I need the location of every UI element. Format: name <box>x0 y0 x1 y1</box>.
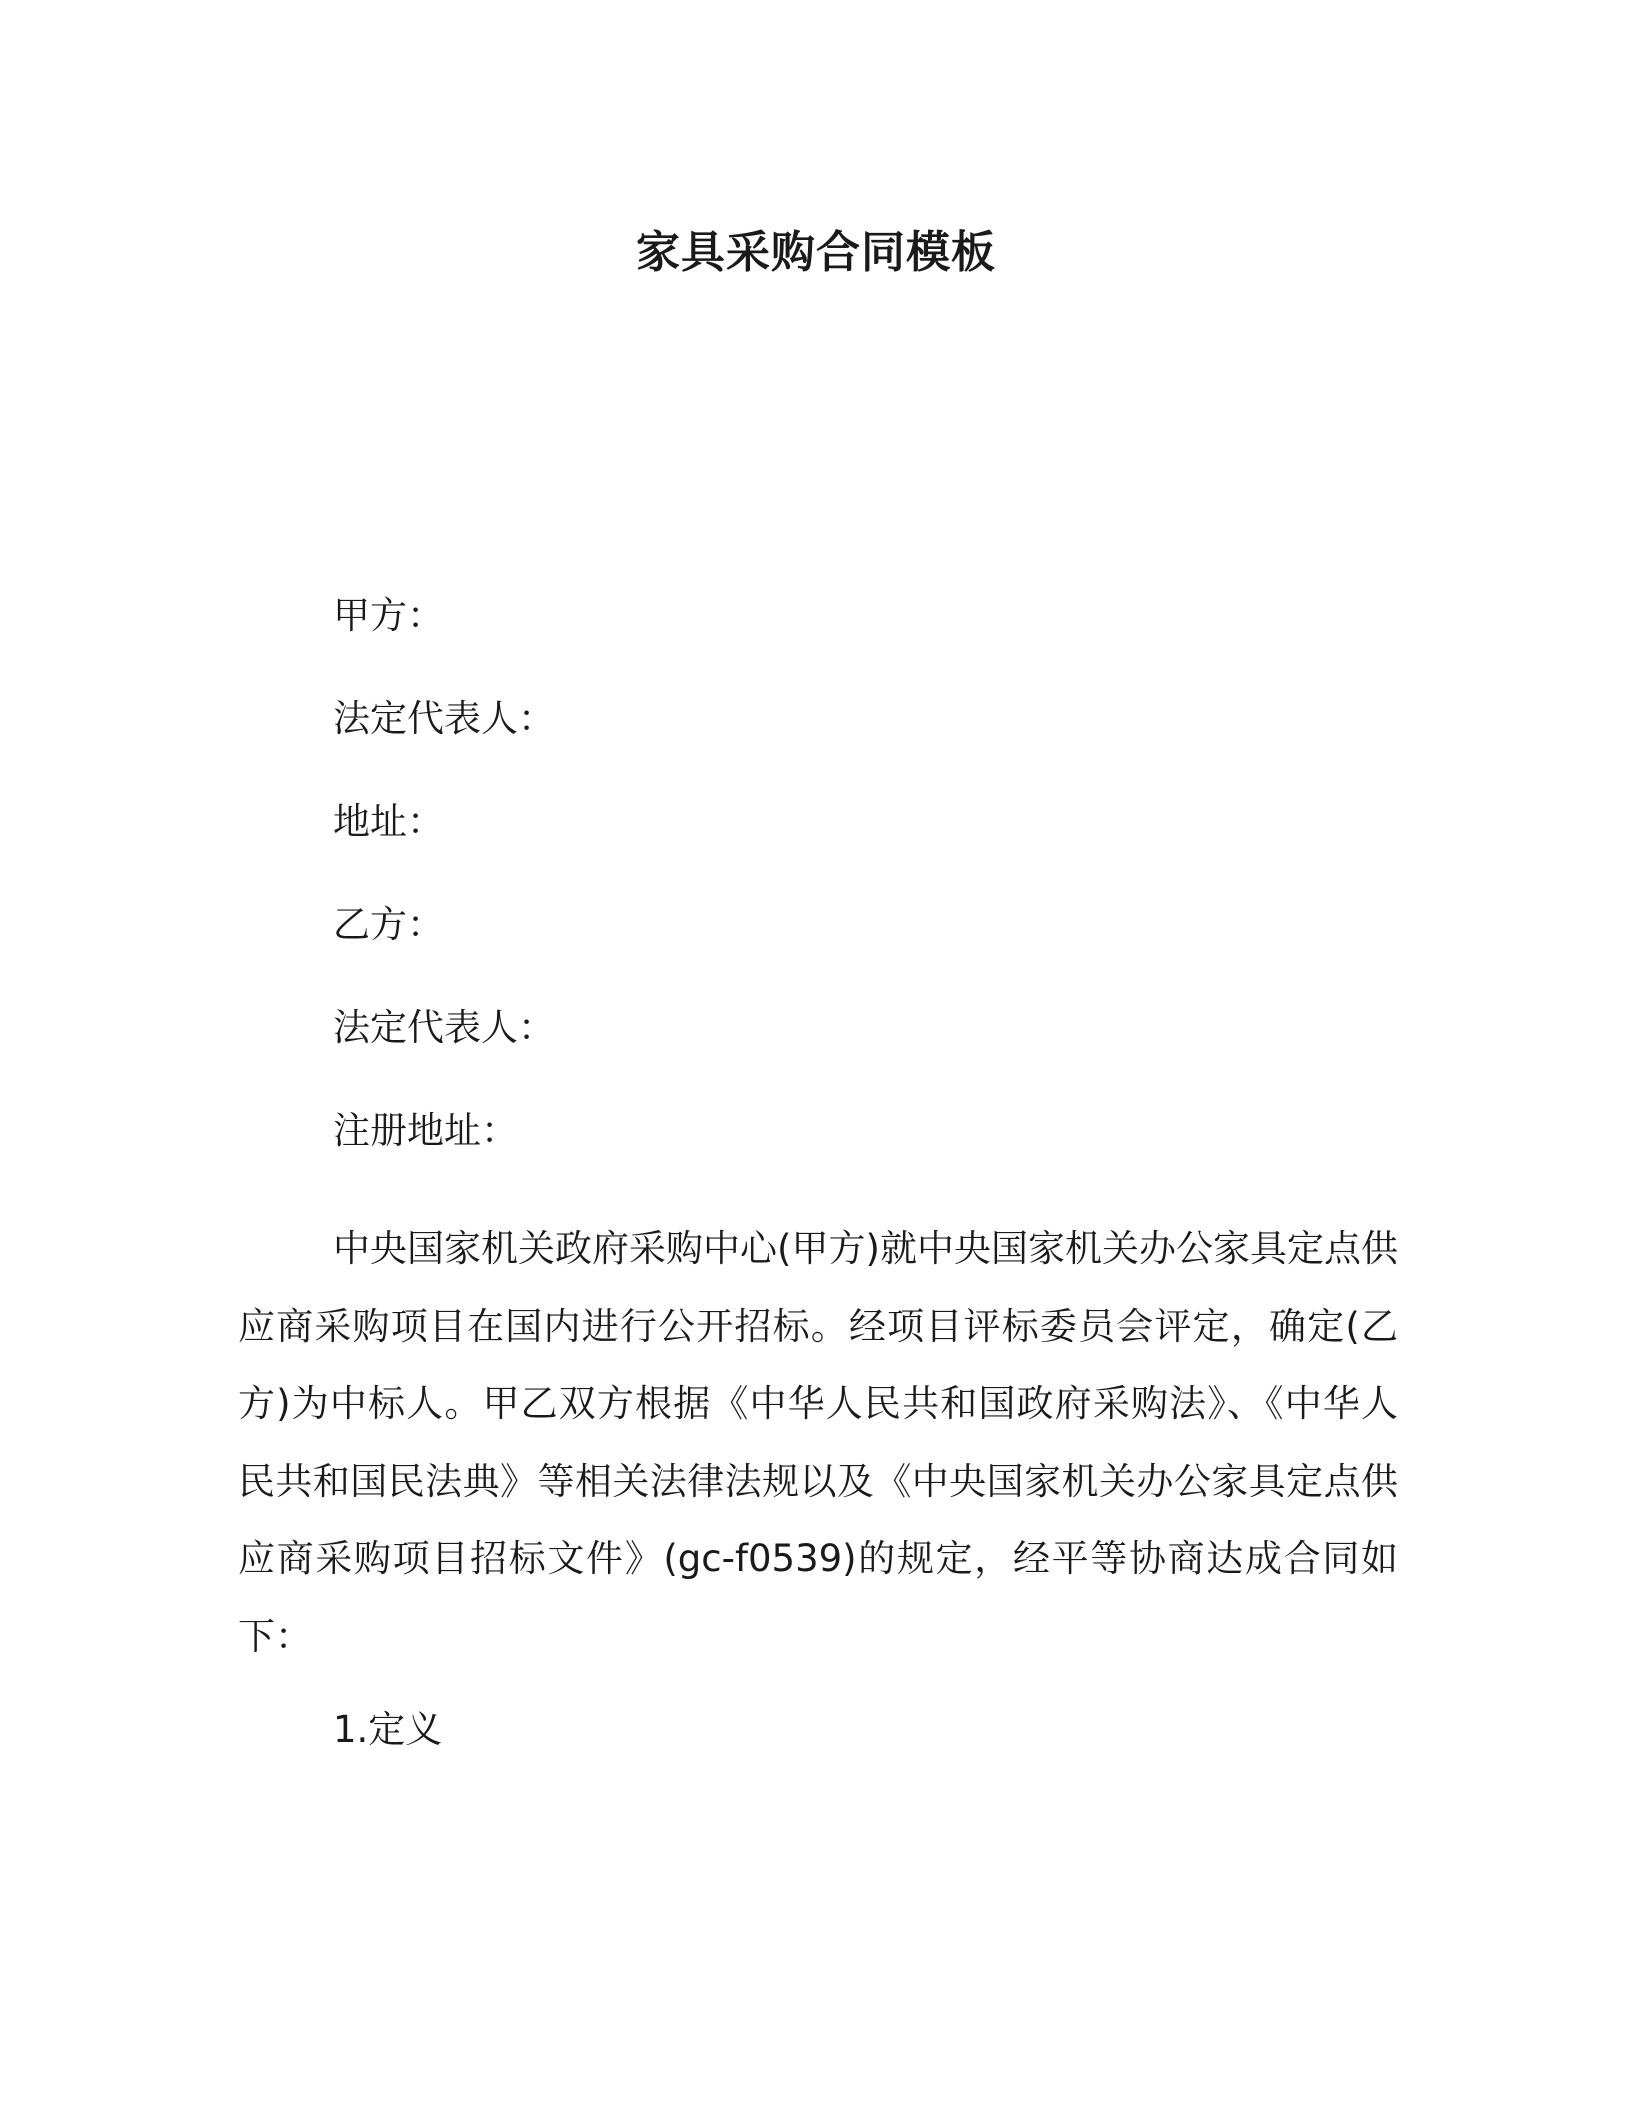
party-a-address-label: 地址： <box>333 800 444 843</box>
preamble-paragraph: 中央国家机关政府采购中心(甲方)就中央国家机关办公家具定点供应商采购项目在国内进行公开招标。经项目评标委员会评定，确定(乙方)为中标人。甲乙双方根据《中华人民共和国政府采购法》、《中华人民共和国民法典》等相关法律法规以及《中央国家机关办公家具定点供应商采购项目招标文件》(gc-f0539)的规定，经平等协商达成合同如下： <box>238 1227 1398 1658</box>
party-b-label: 乙方： <box>333 903 444 946</box>
party-b-registered-address-label: 注册地址： <box>333 1109 518 1152</box>
section-heading-definitions: 1.定义 <box>333 1708 443 1751</box>
document-title: 家具采购合同模板 <box>636 227 996 278</box>
party-a-label: 甲方： <box>333 594 444 637</box>
party-a-legal-representative-label: 法定代表人： <box>333 697 555 740</box>
party-b-legal-representative-label: 法定代表人： <box>333 1006 555 1049</box>
